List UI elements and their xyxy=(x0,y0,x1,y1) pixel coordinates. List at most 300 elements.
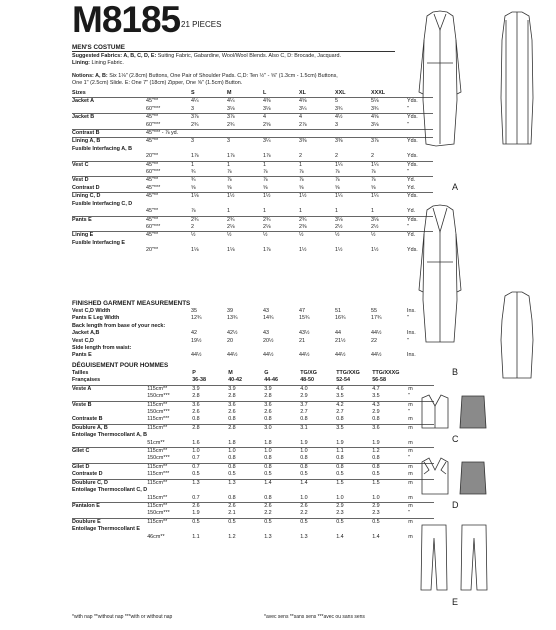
yardage-value: 3 xyxy=(335,121,338,128)
suggested-fabrics: Suggested Fabrics: A, B, C, D, E: Suiting Fabric, Gabardine, Wool/Wool Blends. Also C, D: Brocade, Jacquard. xyxy=(72,53,341,59)
fabric-width: 115cm** xyxy=(147,424,192,432)
yardage-value: 0.8 xyxy=(336,463,372,471)
yardage-value: 2.3 xyxy=(336,510,344,517)
unit-cell: m xyxy=(408,416,413,423)
yardage-value: 2⅛ xyxy=(263,223,271,230)
unit-cell: m xyxy=(408,463,434,471)
view-e-label: E xyxy=(452,597,459,607)
yardage-value xyxy=(191,130,227,138)
fabric-width: 150cm*** xyxy=(147,393,170,400)
measurement-value: 13¾ xyxy=(227,315,238,322)
yardage-value: 0.8 xyxy=(228,455,236,462)
jacket-b-front-drawing xyxy=(419,205,461,342)
yardage-value xyxy=(192,526,228,533)
yardage-value: 2¾ xyxy=(263,216,299,224)
yardage-value: 1.6 xyxy=(192,439,200,446)
fabric-width: 46cm** xyxy=(147,533,165,540)
yardage-value xyxy=(300,526,336,533)
unit-cell: Yds. xyxy=(407,216,433,224)
size-header-row xyxy=(72,370,434,377)
yardage-value: 3⅞ xyxy=(191,114,227,122)
yardage-value: 2.2 xyxy=(264,510,272,517)
measurement-value xyxy=(227,323,263,330)
yardage-value: 1 xyxy=(299,208,302,215)
size-header-cell: 56-58 xyxy=(372,377,386,384)
fabric-width: 115cm** xyxy=(147,401,192,409)
yardage-value xyxy=(191,201,227,208)
yardage-value: 2¾ xyxy=(227,121,235,128)
yardage-row xyxy=(72,161,433,169)
view-d-label: D xyxy=(452,500,459,510)
yardage-value: 0.8 xyxy=(336,416,344,423)
yardage-row xyxy=(72,385,434,393)
measurement-value: 43 xyxy=(263,330,269,337)
view-b-label: B xyxy=(452,367,459,377)
yardage-value: ⅞ xyxy=(299,169,304,176)
yardage-row xyxy=(72,216,433,224)
yardage-value: 2.8 xyxy=(228,424,264,432)
measurement-row xyxy=(72,330,433,337)
measurement-value: 19½ xyxy=(191,337,202,344)
yardage-row xyxy=(72,201,433,208)
fabric-width: 60"*** xyxy=(146,223,161,230)
yardage-value: 2.9 xyxy=(372,502,408,510)
size-header-row xyxy=(72,377,434,385)
yardage-value xyxy=(191,240,227,247)
measurement-value: 39 xyxy=(227,308,233,314)
yardage-value: 2.9 xyxy=(336,502,372,510)
measurement-value: 16¾ xyxy=(335,315,346,322)
yardage-value: 2.6 xyxy=(264,409,272,416)
yardage-value xyxy=(335,146,371,153)
view-illustrations xyxy=(400,0,556,630)
measurement-value: 44½ xyxy=(371,352,382,359)
view-a-label: A xyxy=(452,182,459,192)
yardage-value: 1.0 xyxy=(300,494,308,501)
unit-cell: Yds. xyxy=(407,161,433,169)
measurement-value: 44½ xyxy=(263,352,274,359)
yardage-value: 1 xyxy=(263,208,266,215)
yardage-row xyxy=(72,146,433,153)
garment-label xyxy=(72,169,146,177)
garment-label xyxy=(72,208,146,216)
width-cell xyxy=(146,90,191,98)
yardage-row xyxy=(72,526,434,533)
measurement-value: 15¾ xyxy=(299,315,310,322)
unit-cell: Yds. xyxy=(407,247,418,254)
yardage-value: 1 xyxy=(227,208,230,215)
jacket-a-front-drawing xyxy=(419,11,461,146)
yardage-value: 1.9 xyxy=(192,510,200,517)
yardage-value xyxy=(299,130,335,138)
yardage-value: 0.5 xyxy=(192,518,228,526)
measurement-value xyxy=(263,345,299,352)
yardage-value: ¾ xyxy=(191,169,196,176)
yardage-value: 2.6 xyxy=(264,502,300,510)
yardage-value: ½ xyxy=(191,232,227,240)
unit-cell: Yds. xyxy=(407,193,433,201)
unit-cell: " xyxy=(407,337,409,344)
yardage-value xyxy=(299,146,335,153)
yardage-row xyxy=(72,534,434,541)
yardage-value: ⅞ xyxy=(227,177,263,185)
yardage-value: 1½ xyxy=(299,193,335,201)
yardage-value xyxy=(191,146,227,153)
garment-label: Contraste B xyxy=(72,416,103,423)
vest-c-drawing xyxy=(422,395,486,428)
yardage-row xyxy=(72,487,434,494)
fabric-width xyxy=(147,487,192,494)
yardage-value: 1 xyxy=(371,208,374,215)
size-header-cell: M xyxy=(228,370,233,376)
measurement-value: 44½ xyxy=(335,352,346,359)
yardage-value: 1⅞ xyxy=(227,153,235,160)
yardage-value: 3.9 xyxy=(192,385,228,393)
yardage-value: ⅝ xyxy=(371,184,376,191)
measurement-value xyxy=(263,323,299,330)
garment-label: Contrast B xyxy=(72,130,146,138)
unit-cell: " xyxy=(407,121,409,128)
yardage-value: 4⅝ xyxy=(299,98,335,106)
yardage-value: 0.8 xyxy=(372,455,380,462)
yardage-value: 4 xyxy=(299,114,335,122)
yardage-value: ⅝ xyxy=(263,184,268,191)
measurement-value: 55 xyxy=(371,308,377,314)
garment-label: Entoilage Thermocollant E xyxy=(72,526,140,533)
footnote-english: *with nap **without nap ***with or without nap xyxy=(72,614,173,620)
unit-cell: m xyxy=(408,439,413,446)
measurement-value xyxy=(335,323,371,330)
yardage-value: ⅝ xyxy=(335,184,340,191)
yardage-value: 1.8 xyxy=(228,439,236,446)
yardage-row xyxy=(72,208,433,216)
garment-label: Doublure E xyxy=(72,518,147,526)
view-c-label: C xyxy=(452,434,459,444)
yardage-row xyxy=(72,502,434,510)
yardage-value: 2.6 xyxy=(228,502,264,510)
garment-label: Entoilage Thermocollant A, B xyxy=(72,432,147,439)
yardage-value: 1.1 xyxy=(192,533,200,540)
yardage-row xyxy=(72,409,434,416)
yardage-value: 1¼ xyxy=(335,161,371,169)
yardage-value: 0.8 xyxy=(264,494,272,501)
yardage-value: 4.3 xyxy=(372,401,408,409)
yardage-row xyxy=(72,98,433,106)
garment-label xyxy=(72,247,146,254)
yardage-value: 0.5 xyxy=(336,518,372,526)
measurement-value: 21½ xyxy=(335,337,346,344)
yardage-value: ½ xyxy=(371,232,407,240)
yardage-table-metric xyxy=(72,370,434,541)
yardage-value xyxy=(299,240,335,247)
yardage-value: 2.8 xyxy=(264,393,272,400)
yardage-value: 1.3 xyxy=(228,479,264,487)
fabric-width xyxy=(146,201,191,208)
yardage-row xyxy=(72,416,434,424)
size-header-label: Françaises xyxy=(72,377,101,384)
yardage-row xyxy=(72,185,433,193)
fabric-width: 60"*** xyxy=(146,121,161,128)
yardage-value: 0.5 xyxy=(372,471,380,478)
fabric-width: 150cm*** xyxy=(147,510,170,517)
garment-label xyxy=(72,534,147,541)
fabric-width: 115cm*** xyxy=(147,416,170,423)
yardage-value xyxy=(227,201,263,208)
measurement-label: Vest C,D xyxy=(72,337,94,344)
size-header-cell: XXL xyxy=(335,90,346,96)
yardage-value: 1.4 xyxy=(264,479,300,487)
unit-cell: " xyxy=(408,409,411,416)
fabric-width: 45"*** xyxy=(146,184,161,191)
measurement-row xyxy=(72,308,433,315)
fabric-width: 115cm** xyxy=(147,518,192,526)
fabric-width xyxy=(146,146,191,153)
yardage-value: 2½ xyxy=(371,223,379,230)
yardage-value: 1.5 xyxy=(372,479,408,487)
fabric-width: 45"** xyxy=(146,177,191,185)
yardage-value: 1.0 xyxy=(336,494,344,501)
measurement-value xyxy=(335,345,371,352)
yardage-value: 3.5 xyxy=(372,393,380,400)
measurement-label: Back length from base of your neck: xyxy=(72,322,166,329)
vest-d-drawing xyxy=(422,458,486,494)
yardage-value: 0.8 xyxy=(300,463,336,471)
fabric-width: 51cm** xyxy=(147,439,165,446)
measurement-label: Jacket A,B xyxy=(72,330,100,337)
yardage-value: 1½ xyxy=(299,247,307,254)
yardage-value: 3⅛ xyxy=(263,105,271,112)
width-cell xyxy=(147,370,192,377)
fabric-width: 20"** xyxy=(146,247,159,254)
measurement-label: Vest C,D Width xyxy=(72,308,111,314)
yardage-value: 1⅛ xyxy=(227,247,235,254)
yardage-value xyxy=(192,432,228,439)
garment-label: Vest C xyxy=(72,161,146,169)
garment-label: Lining E xyxy=(72,232,146,240)
footnote-french: *avec sens **sans sens ***avec ou sans sens xyxy=(264,614,365,620)
size-header-cell: XXXL xyxy=(371,90,386,96)
fabric-width: 20"** xyxy=(146,153,159,160)
yardage-row xyxy=(72,510,434,518)
yardage-value: 3.6 xyxy=(264,401,300,409)
garment-label xyxy=(72,409,147,416)
yardage-value xyxy=(300,432,336,439)
unit-cell: " xyxy=(408,393,411,400)
measurement-label: Pants E Leg Width xyxy=(72,315,120,322)
yardage-value: 0.8 xyxy=(228,463,264,471)
finished-measurements-table xyxy=(72,308,433,360)
fabric-width: 45"** xyxy=(146,98,191,106)
yardage-value: 0.8 xyxy=(264,416,272,423)
measurement-value: 21 xyxy=(299,337,305,344)
fabric-width: 115cm** xyxy=(147,463,192,471)
yardage-value: 4¼ xyxy=(227,98,263,106)
yardage-value: ⅝ xyxy=(227,184,232,191)
yardage-row xyxy=(72,495,434,503)
measurement-value: 20½ xyxy=(263,337,274,344)
unit-cell: " xyxy=(407,105,409,112)
unit-cell: Yd. xyxy=(407,177,433,185)
fabric-width: 150cm*** xyxy=(147,409,170,416)
garment-label xyxy=(72,106,146,114)
garment-label xyxy=(72,393,147,401)
yardage-value xyxy=(299,201,335,208)
size-header-cell: XL xyxy=(299,90,306,96)
yardage-value: 2.2 xyxy=(300,510,308,517)
unit-cell: Yds. xyxy=(407,114,433,122)
yardage-value: 2⅝ xyxy=(263,121,271,128)
garment-label: Contraste D xyxy=(72,471,103,478)
notions-continued: One 1" (2.5cm) Slide. E: One 7" (18cm) Zipper, One ⅝" (1.5cm) Button. xyxy=(72,80,243,86)
pieces-count: 21 PIECES xyxy=(181,20,222,29)
yardage-value: ⅝ xyxy=(191,184,196,191)
fabric-width: 115cm** xyxy=(147,494,168,501)
unit-cell: m xyxy=(408,479,434,487)
yardage-value: 0.5 xyxy=(300,471,308,478)
fabric-width xyxy=(146,240,191,247)
yardage-row xyxy=(72,193,433,201)
yardage-value xyxy=(192,487,228,494)
yardage-value: 2.9 xyxy=(300,393,308,400)
yardage-value: 1.3 xyxy=(264,533,272,540)
yardage-value: 1.4 xyxy=(372,533,380,540)
measurement-value xyxy=(191,323,227,330)
yardage-value: ⅞ xyxy=(227,169,232,176)
yardage-value: 1.4 xyxy=(336,533,344,540)
yardage-value: 1¼ xyxy=(335,193,371,201)
yardage-value: 4.0 xyxy=(300,385,336,393)
yardage-value: 1.1 xyxy=(336,448,372,456)
yardage-value xyxy=(264,487,300,494)
yardage-row xyxy=(72,153,433,161)
yardage-value: 2.3 xyxy=(372,510,380,517)
fabric-width xyxy=(147,432,192,439)
yardage-value: 0.8 xyxy=(372,416,380,423)
measurement-value xyxy=(227,345,263,352)
yardage-value: 2.6 xyxy=(300,502,336,510)
yardage-value: 0.5 xyxy=(192,471,200,478)
yardage-value: 1⅛ xyxy=(191,193,227,201)
size-header-cell: 48-50 xyxy=(300,377,314,384)
measurement-value: 12¾ xyxy=(191,315,202,322)
yardage-value: 2.7 xyxy=(300,409,308,416)
yardage-value: 1.4 xyxy=(300,479,336,487)
measurement-label: Side length from waist: xyxy=(72,345,132,352)
measurement-value: 42½ xyxy=(227,330,238,337)
yardage-row xyxy=(72,471,434,479)
yardage-value: 1 xyxy=(191,161,227,169)
yardage-value: 3.5 xyxy=(336,393,344,400)
yardage-row xyxy=(72,401,434,409)
yardage-row xyxy=(72,122,433,130)
yardage-value: 3⅛ xyxy=(227,105,235,112)
garment-label: Jacket B xyxy=(72,114,146,122)
fabric-width: 60"*** xyxy=(146,169,161,176)
yardage-value: 3.1 xyxy=(300,424,336,432)
unit-cell: m xyxy=(408,385,434,393)
yardage-value: 1.5 xyxy=(336,479,372,487)
yardage-value: 1.0 xyxy=(192,448,228,456)
yardage-value: 2¾ xyxy=(191,121,199,128)
yardage-value: 2⅜ xyxy=(299,223,307,230)
yardage-value xyxy=(335,130,371,138)
garment-label: Entoilage Thermocollant C, D xyxy=(72,487,148,494)
yardage-value: 2.8 xyxy=(228,393,236,400)
fabric-width: 45"** xyxy=(146,208,159,215)
unit-cell: Yds. xyxy=(407,153,418,160)
yardage-value xyxy=(227,130,263,138)
yardage-row xyxy=(72,440,434,448)
yardage-value: 0.5 xyxy=(228,471,236,478)
yardage-value xyxy=(335,240,371,247)
measurement-value: 44½ xyxy=(299,352,310,359)
yardage-value: 3⅛ xyxy=(371,121,379,128)
yardage-value: 2¾ xyxy=(227,216,263,224)
yardage-row xyxy=(72,448,434,456)
yardage-value: 1.0 xyxy=(300,448,336,456)
unit-cell: " xyxy=(407,315,409,322)
garment-label: Lining C, D xyxy=(72,193,146,201)
yardage-value: 1½ xyxy=(335,247,343,254)
yardage-value: ⅞ xyxy=(191,208,196,215)
size-header-cell: 36-38 xyxy=(192,377,206,384)
yardage-value: 2.8 xyxy=(192,424,228,432)
yardage-value: 3.6 xyxy=(372,424,408,432)
yardage-value xyxy=(227,240,263,247)
yardage-value: 1 xyxy=(263,161,299,169)
unit-cell: " xyxy=(407,169,409,176)
yardage-value: 0.5 xyxy=(228,518,264,526)
yardage-value: 3.0 xyxy=(264,424,300,432)
yardage-row xyxy=(72,114,433,122)
measurement-value: 44½ xyxy=(191,352,202,359)
measurement-value: 17¾ xyxy=(371,315,382,322)
yardage-value: 1 xyxy=(335,208,338,215)
garment-label xyxy=(72,455,147,463)
yardage-value: 0.5 xyxy=(300,518,336,526)
yardage-value: 1⅞ xyxy=(263,153,271,160)
size-header-cell: 52-54 xyxy=(336,377,350,384)
jacket-b-back-drawing xyxy=(501,292,533,378)
yardage-value xyxy=(264,432,300,439)
unit-cell: Yd. xyxy=(407,232,433,240)
yardage-value: 3 xyxy=(191,138,227,146)
yardage-row xyxy=(72,224,433,232)
pants-e-drawing xyxy=(421,525,487,590)
yardage-value: 3.9 xyxy=(228,385,264,393)
yardage-value: 1 xyxy=(227,161,263,169)
garment-label: Fusible Interfacing E xyxy=(72,239,126,246)
yardage-value: ½ xyxy=(227,232,263,240)
yardage-value: 1 xyxy=(299,161,335,169)
yardage-value xyxy=(336,526,372,533)
fabric-width: 45"** xyxy=(146,232,191,240)
measurement-row xyxy=(72,345,433,352)
measurement-label: Pants E xyxy=(72,352,92,359)
fabric-width: 60"*** xyxy=(146,105,161,112)
finished-measurements-title: FINISHED GARMENT MEASUREMENTS xyxy=(72,300,191,307)
measurement-value: 51 xyxy=(335,308,341,314)
yardage-value: 3¾ xyxy=(371,105,379,112)
garment-label: Gilet D xyxy=(72,463,147,471)
size-header-cell: TTG/XXXG xyxy=(372,370,400,376)
yardage-value: ½ xyxy=(335,232,371,240)
yardage-value xyxy=(263,240,299,247)
yardage-value: 1.8 xyxy=(264,439,272,446)
yardage-value: 1½ xyxy=(227,193,263,201)
yardage-value: 3⅞ xyxy=(227,114,263,122)
yardage-row xyxy=(72,247,433,254)
